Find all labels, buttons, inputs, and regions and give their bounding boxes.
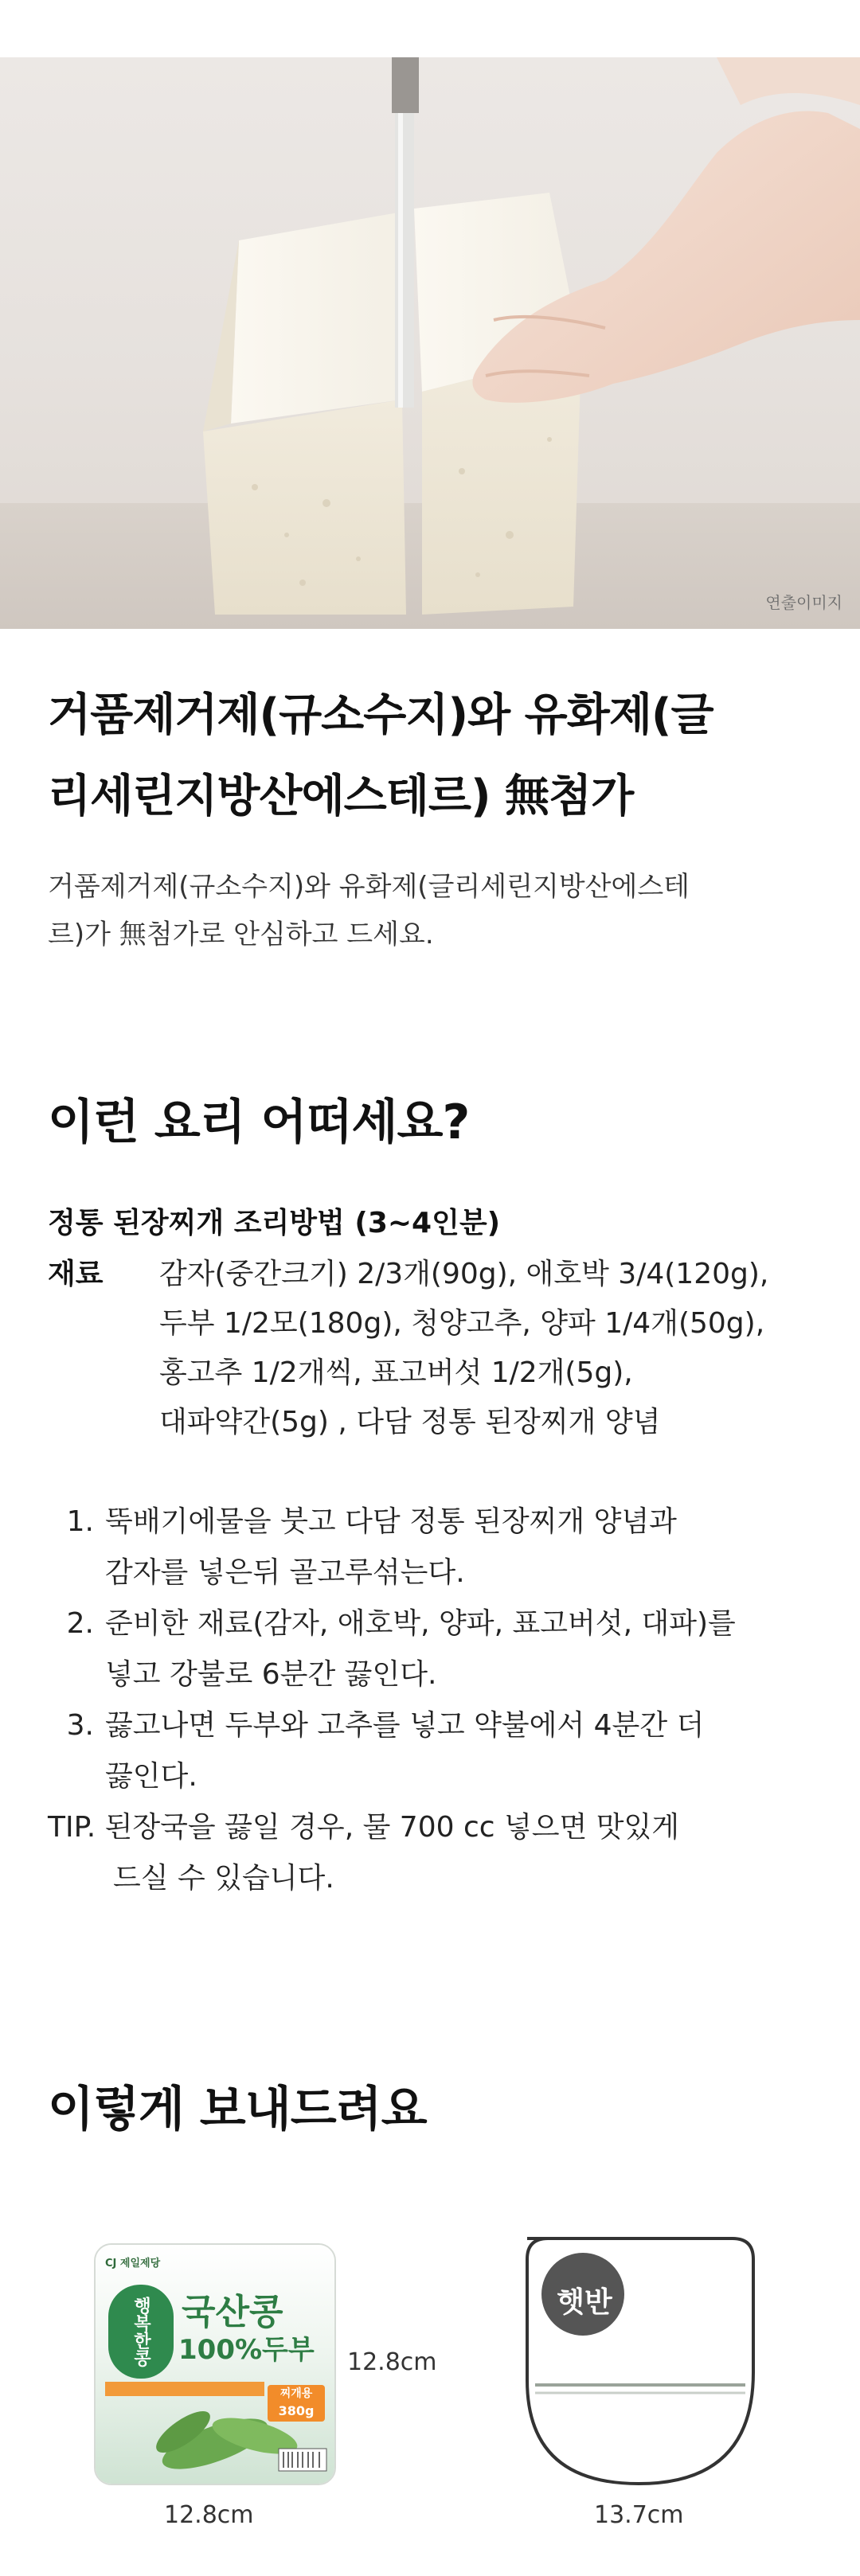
shipping-heading: 이렇게 보내드려요 <box>48 2082 427 2137</box>
feature-desc-line1: 거품제거제(규소수지)와 유화제(글리세린지방산에스테 <box>48 871 690 903</box>
package-sizes <box>0 2221 860 2555</box>
soybean-illustration <box>96 2245 334 2484</box>
recipe-title-block <box>48 1200 812 1241</box>
feature-desc <box>48 863 812 958</box>
product-height-label: 12.8cm <box>347 2348 437 2376</box>
tofu-illustration <box>0 57 860 629</box>
feature-title-line1: 거품제거제(규소수지)와 유화제(글 <box>48 689 713 741</box>
step-line: 끓인다. <box>105 1760 197 1793</box>
product-package-image <box>94 2243 336 2485</box>
feature-section <box>48 675 812 837</box>
feature-title-line2: 리세린지방산에스테르) 無첨가 <box>48 771 634 822</box>
tip-line2: 드실 수 있습니다. <box>113 1862 334 1895</box>
step-item <box>48 1700 812 1802</box>
hero-caption: 연출이미지 <box>765 593 842 612</box>
recipe-title: 정통 된장찌개 조리방법 (3~4인분) <box>48 1207 501 1239</box>
step-line: 뚝배기에물을 붓고 다담 정통 된장찌개 양념과 <box>105 1505 677 1538</box>
product-weight: 380g <box>278 2403 315 2418</box>
recipe-heading-block <box>48 1084 812 1153</box>
ingredient-line: 감자(중간크기) 2/3개(90g), 애호박 3/4(120g), <box>159 1258 769 1290</box>
tip-line1: TIP. 된장국을 끓일 경우, 물 700 cc 넣으면 맛있게 <box>48 1811 680 1844</box>
product-small-name: 행복한콩 <box>108 2285 174 2379</box>
top-strip <box>0 0 860 57</box>
product-percent: 100%두부 <box>178 2334 315 2366</box>
step-line: 감자를 넣은뒤 골고루섞는다. <box>105 1556 465 1589</box>
brand-logo: CJ 제일제당 <box>105 2258 161 2270</box>
steps-list <box>48 1497 812 1904</box>
ingredients-block <box>48 1250 812 1447</box>
knife-handle <box>392 57 419 113</box>
rice-container-outline <box>503 2237 774 2508</box>
ingredient-line: 대파약간(5g) , 다담 정통 된장찌개 양념 <box>159 1406 661 1438</box>
ingredient-line: 홍고추 1/2개씩, 표고버섯 1/2개(5g), <box>159 1356 633 1389</box>
rice-width-label: 13.7cm <box>594 2501 684 2529</box>
recipe-heading: 이런 요리 어떠세요? <box>48 1095 470 1150</box>
step-line: 준비한 재료(감자, 애호박, 양파, 표고버섯, 대파)를 <box>105 1607 736 1640</box>
tofu-top-left <box>231 213 402 423</box>
step-number: 3. <box>66 1709 94 1742</box>
ingredients-label: 재료 <box>48 1258 104 1290</box>
feature-desc-line2: 르)가 無첨가로 안심하고 드세요. <box>48 919 434 950</box>
product-tag: 찌개용 <box>280 2387 313 2400</box>
step-item <box>48 1497 812 1598</box>
step-number: 2. <box>66 1607 94 1640</box>
product-big-name: 국산콩 <box>182 2292 283 2332</box>
tip-block <box>48 1802 812 1904</box>
rice-label: 햇반 <box>557 2286 612 2319</box>
step-item <box>48 1598 812 1700</box>
product-width-label: 12.8cm <box>164 2501 254 2529</box>
ingredient-line: 두부 1/2모(180g), 청양고추, 양파 1/4개(50g), <box>159 1307 765 1340</box>
hero-image <box>0 57 860 629</box>
step-line: 끓고나면 두부와 고추를 넣고 약불에서 4분간 더 <box>105 1709 705 1742</box>
step-line: 넣고 강불로 6분간 끓인다. <box>105 1658 437 1691</box>
step-number: 1. <box>66 1505 94 1538</box>
shipping-heading-block <box>48 2071 812 2140</box>
